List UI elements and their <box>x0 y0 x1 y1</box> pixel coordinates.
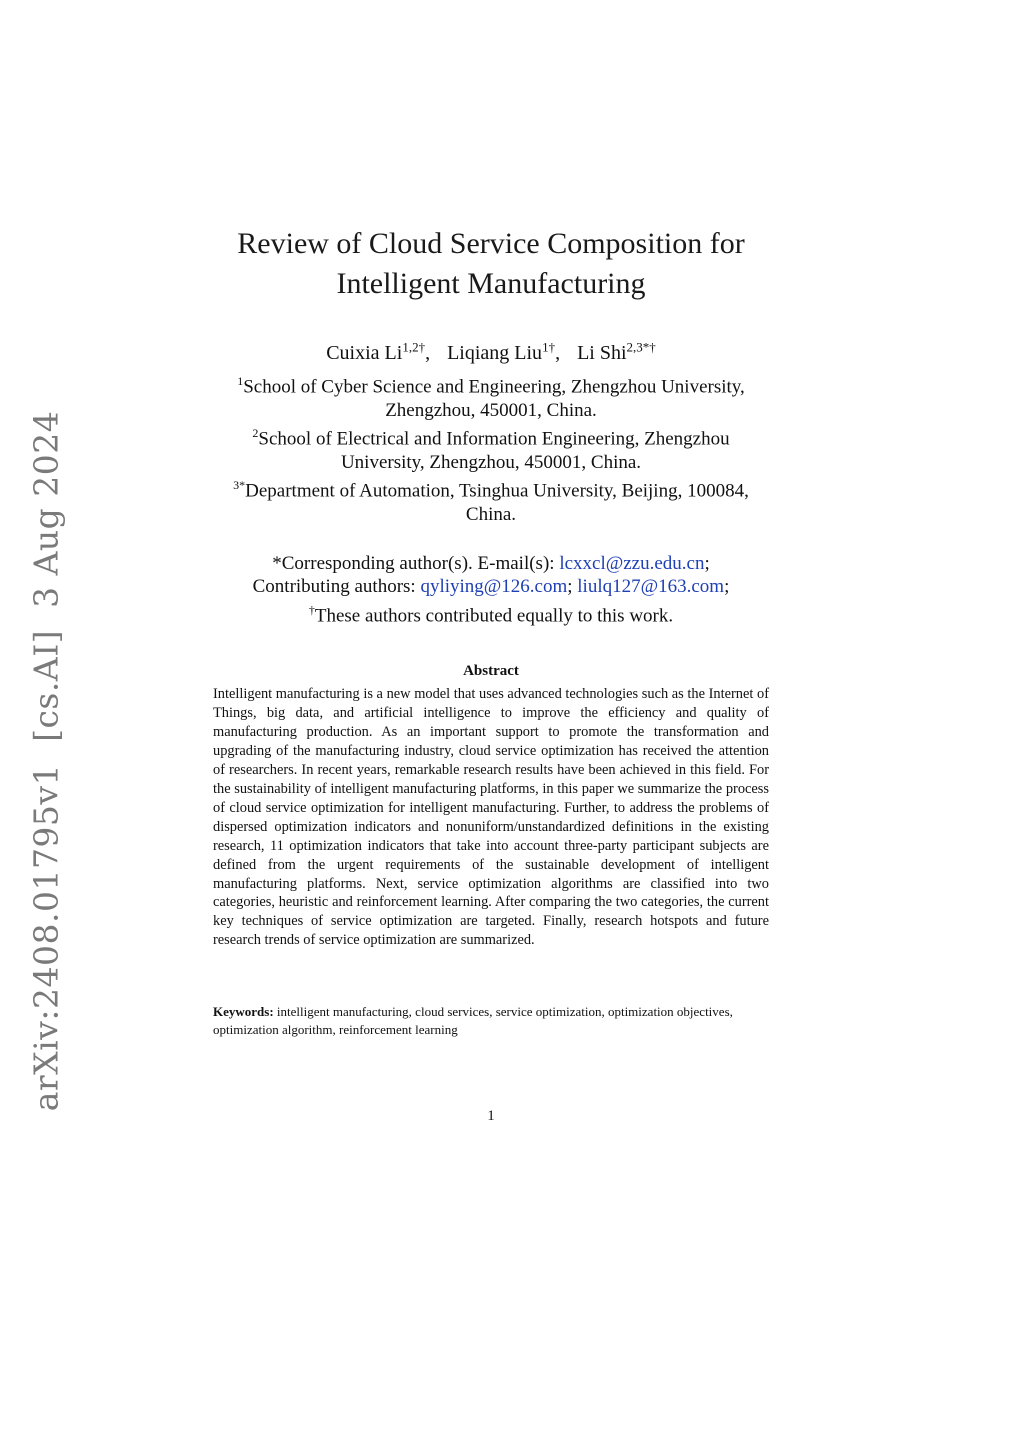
contact-info <box>0 552 982 628</box>
author: Cuixia $Li^{1,2\dagger}$, <box>326 339 431 364</box>
affiliation-sup: 2 <box>252 426 259 441</box>
affiliation-3-cont: China. <box>465 504 517 526</box>
affiliation-text: School of Electrical and Information Engineering, Zhengzhou <box>258 428 730 450</box>
affiliation-sup: 3* <box>233 478 246 493</box>
title-line-1: Review of Cloud Service Composition for <box>237 227 745 260</box>
abstract-heading: Abstract <box>463 663 519 679</box>
author-sup: 1† <box>542 339 556 354</box>
keywords <box>213 1003 769 1038</box>
contributing-authors: Contributing authors: qyliying@126.com; liulq127@163.com; <box>252 576 730 598</box>
author <box>577 339 656 364</box>
keywords-text: intelligent manufacturing, cloud services, service optimization, optimization objectives, optimization algorithm, reinforcement learning <box>213 1004 733 1037</box>
equal-contribution-note <box>0 599 982 628</box>
affiliation-text: School of Cyber Science and Engineering, Zhengzhou University, <box>243 376 745 398</box>
corresponding-email-link[interactable]: lcxxcl@zzu.edu.cn <box>559 553 705 574</box>
dagger-sup: † <box>308 602 315 617</box>
affiliation-2-cont: University, Zhengzhou, 450001, China. <box>340 451 642 473</box>
affiliation-text: Department of Automation, Tsinghua University, Beijing, 100084, <box>245 480 749 502</box>
corresponding-author: *Corresponding author(s). E-mail(s): lcxxcl@zzu.edu.cn; <box>272 553 710 574</box>
title-line-2: Intelligent Manufacturing <box>336 267 646 300</box>
keywords-label: Keywords: <box>213 1004 274 1019</box>
affiliation-2 <box>0 422 982 451</box>
affiliation-sup: 1 <box>237 374 244 388</box>
author-list <box>0 333 982 367</box>
affiliation-3 <box>0 474 982 503</box>
paper-title <box>0 224 982 304</box>
author-sup: 1,2† <box>402 339 426 354</box>
affiliations <box>0 370 982 526</box>
author-name: Li Shi <box>577 341 627 364</box>
arxiv-id: arXiv:2408.01795v1 <box>26 763 66 1112</box>
arxiv-date: 3 Aug 2024 <box>26 410 66 608</box>
equal-note-text: These authors contributed equally to this work. <box>314 605 674 627</box>
author: Liqiang Liu$^{1\dagger}$, <box>447 339 561 364</box>
author-name: Liqiang Liu <box>447 341 543 364</box>
contributing-label: Contributing authors: <box>252 576 421 598</box>
corresponding-label: *Corresponding author(s). E-mail(s): <box>272 553 560 574</box>
author-sup: 2,3*† <box>626 339 656 354</box>
contributing-email-link-1[interactable]: qyliying@126.com <box>420 576 568 598</box>
abstract-text: Intelligent manufacturing is a new model that uses advanced technologies such as the Internet of Things, big data, and artificial intelligence to improve the efficiency and quality of manufacturing production. As an important support to promote the transformation and upgrading of the manufacturing industry, cloud service optimization has received the attention of researchers. In recent years, remarkable research results have been achieved in this field. For the sustainability of intelligent manufacturing platforms, in this paper we summarize the process of cloud service optimization for intelligent manufacturing. Further, to address the problems of dispersed optimization indicators and nonuniform/unstandardized definitions in the existing research, 11 optimization indicators that take into account three-party participant subjects are defined from the urgent requirements of the sustainable development of intelligent manufacturing platforms. Next, service optimization algorithms are classified into two categories, heuristic and reinforcement learning. After comparing the two categories, the current key techniques of service optimization are targeted. Finally, research hotspots and future research trends of service optimization are summarized. <box>213 686 769 949</box>
affiliation-1 <box>0 370 982 399</box>
page-number: 1 <box>487 1108 495 1124</box>
arxiv-category: [cs.AI] <box>26 629 66 742</box>
affiliation-1-cont: Zhengzhou, 450001, China. <box>385 399 597 421</box>
contributing-email-link-2[interactable]: liulq127@163.com <box>577 576 725 598</box>
author-name: Cuixia Li <box>326 341 403 364</box>
